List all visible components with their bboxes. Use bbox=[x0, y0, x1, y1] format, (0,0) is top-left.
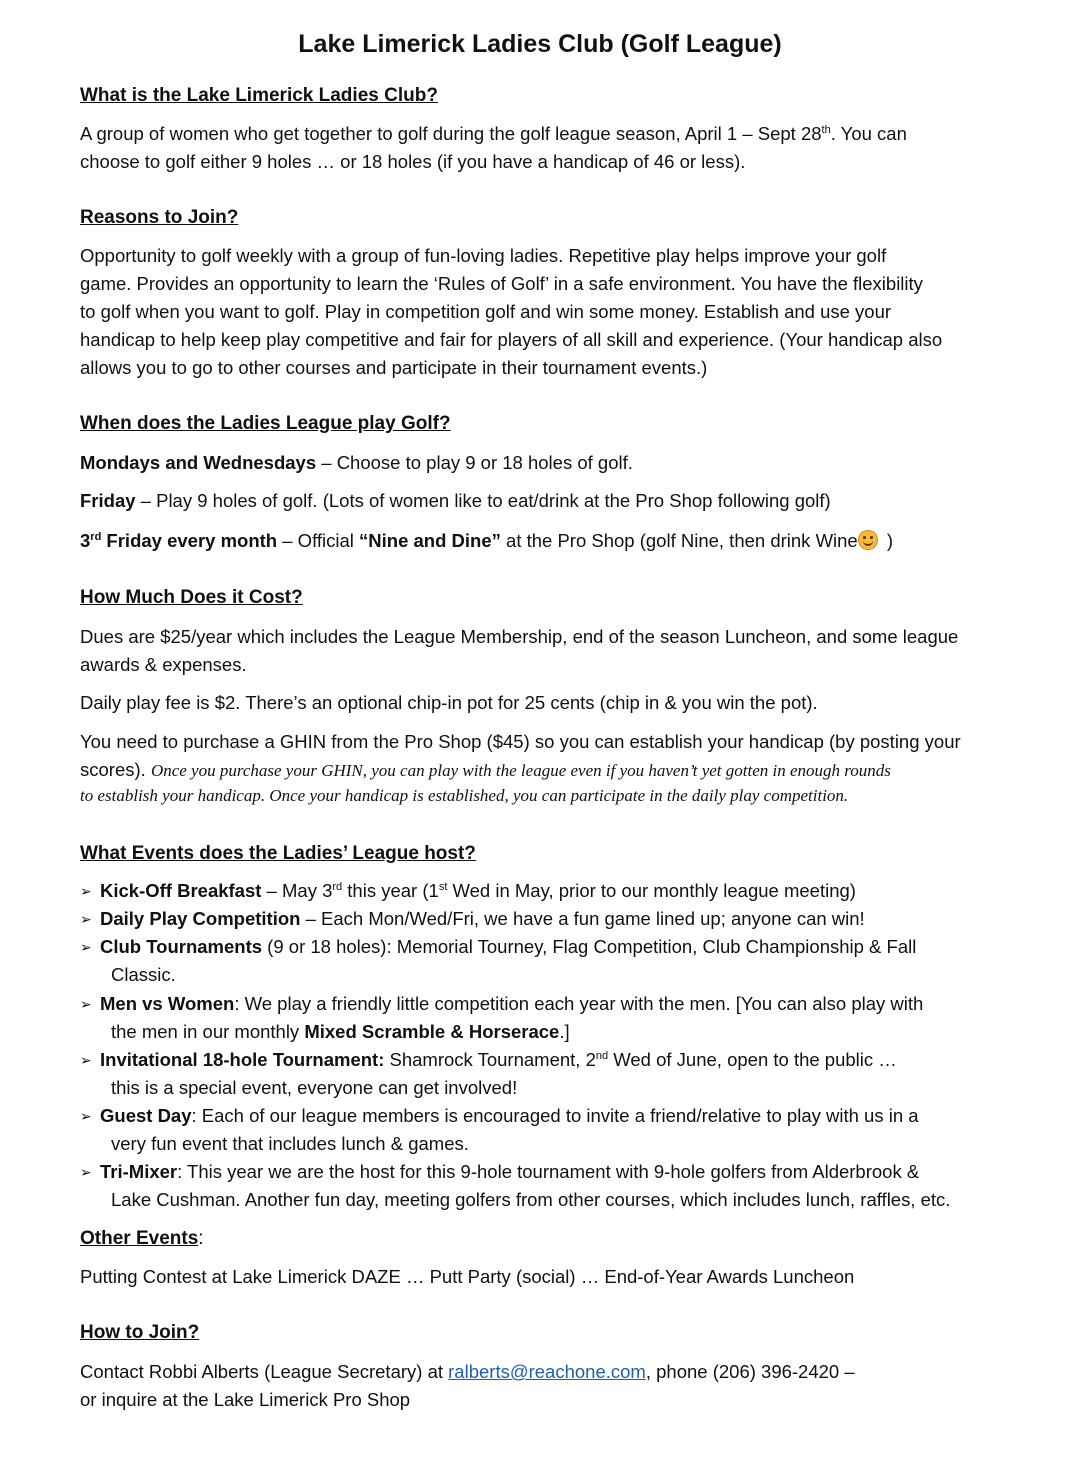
arrow-bullet-icon: ➢ bbox=[80, 939, 92, 955]
schedule-friday: Friday – Play 9 holes of golf. (Lots of women like to eat/drink at the Pro Shop following golf) bbox=[80, 490, 831, 511]
paragraph-other-events: Putting Contest at Lake Limerick DAZE … Putt Party (social) … End-of-Year Awards Luncheon bbox=[80, 1266, 855, 1287]
paragraph-what-is-club bbox=[80, 120, 1005, 176]
heading-how-to-join: How to Join? bbox=[80, 1322, 200, 1343]
list-item-daily-play: ➢ Daily Play Competition – Each Mon/Wed/Fri, we have a fun game lined up; anyone can win! bbox=[80, 905, 1010, 933]
heading-events: What Events does the Ladies’ League host? bbox=[80, 843, 476, 864]
arrow-bullet-icon: ➢ bbox=[80, 911, 92, 927]
list-item-kickoff: ➢ Kick-Off Breakfast – May 3rd this year (1st Wed in May, prior to our monthly league meeting) bbox=[80, 877, 1010, 905]
paragraph-daily-fee: Daily play fee is $2. There’s an optional chip-in pot for 25 cents (chip in & you win the pot). bbox=[80, 692, 818, 713]
heading-reasons-to-join: Reasons to Join? bbox=[80, 207, 239, 228]
email-link[interactable]: ralberts@reachone.com bbox=[448, 1361, 646, 1382]
paragraph-reasons-to-join bbox=[80, 242, 1005, 382]
text-line: allows you to go to other courses and participate in their tournament events.) bbox=[80, 357, 708, 378]
text-line: A group of women who get together to golf during the golf league season, April 1 – Sept 28th. You can bbox=[80, 123, 907, 144]
text-line: to golf when you want to golf. Play in competition golf and win some money. Establish and use your bbox=[80, 301, 892, 322]
list-item-invitational: ➢ Invitational 18-hole Tournament: Shamrock Tournament, 2nd Wed of June, open to the public … this is a special event, everyone can get involved! bbox=[80, 1046, 1010, 1102]
arrow-bullet-icon: ➢ bbox=[80, 883, 92, 899]
text-line: Opportunity to golf weekly with a group of fun-loving ladies. Repetitive play helps improve your golf bbox=[80, 245, 887, 266]
arrow-bullet-icon: ➢ bbox=[80, 1108, 92, 1124]
arrow-bullet-icon: ➢ bbox=[80, 1164, 92, 1180]
text-line: handicap to help keep play competitive and fair for players of all skill and experience. (Your handicap also bbox=[80, 329, 943, 350]
arrow-bullet-icon: ➢ bbox=[80, 1052, 92, 1068]
arrow-bullet-icon: ➢ bbox=[80, 996, 92, 1012]
heading-other-events: Other Events: bbox=[80, 1228, 204, 1249]
list-item-men-vs-women: ➢ Men vs Women: We play a friendly little competition each year with the men. [You can also play with the men in our monthly Mixed Scramble & Horserace.] bbox=[80, 990, 1010, 1046]
text-line: choose to golf either 9 holes … or 18 holes (if you have a handicap of 46 or less). bbox=[80, 151, 746, 172]
list-item-tri-mixer: ➢ Tri-Mixer: This year we are the host for this 9-hole tournament with 9-hole golfers from Alderbrook & Lake Cushman. Another fun day, meeting golfers from other courses, which includes lunch, raffles, etc. bbox=[80, 1158, 1010, 1214]
heading-what-is-club: What is the Lake Limerick Ladies Club? bbox=[80, 85, 438, 106]
list-item-guest-day: ➢ Guest Day: Each of our league members is encouraged to invite a friend/relative to play with us in a very fun event that includes lunch & games. bbox=[80, 1102, 1010, 1158]
paragraph-how-to-join: Contact Robbi Alberts (League Secretary) at ralberts@reachone.com, phone (206) 396-2420 – or inquire at the Lake Limerick Pro Shop bbox=[80, 1361, 855, 1410]
list-item-club-tournaments: ➢ Club Tournaments (9 or 18 holes): Memorial Tourney, Flag Competition, Club Championship & Fall Classic. bbox=[80, 933, 1010, 989]
paragraph-dues: Dues are $25/year which includes the League Membership, end of the season Luncheon, and some league awards & expenses. bbox=[80, 626, 959, 675]
smiley-face-icon bbox=[858, 530, 878, 550]
text-line: game. Provides an opportunity to learn the ‘Rules of Golf’ in a safe environment. You have the flexibility bbox=[80, 273, 923, 294]
paragraph-ghin: You need to purchase a GHIN from the Pro Shop ($45) so you can establish your handicap (by posting your scores). Once you purchase your GHIN, you can play with the league even if you haven’t yet gotten in enough rounds to establish your handicap. Once your handicap is established, you can participate in the daily play competition. bbox=[80, 731, 961, 805]
schedule-third-friday: 3rd Friday every month – Official “Nine and Dine” at the Pro Shop (golf Nine, then drink Wine ) bbox=[80, 530, 894, 551]
heading-when-play: When does the Ladies League play Golf? bbox=[80, 413, 451, 434]
document-title: Lake Limerick Ladies Club (Golf League) bbox=[298, 30, 782, 58]
heading-cost: How Much Does it Cost? bbox=[80, 587, 303, 608]
schedule-mon-wed: Mondays and Wednesdays – Choose to play 9 or 18 holes of golf. bbox=[80, 452, 633, 473]
